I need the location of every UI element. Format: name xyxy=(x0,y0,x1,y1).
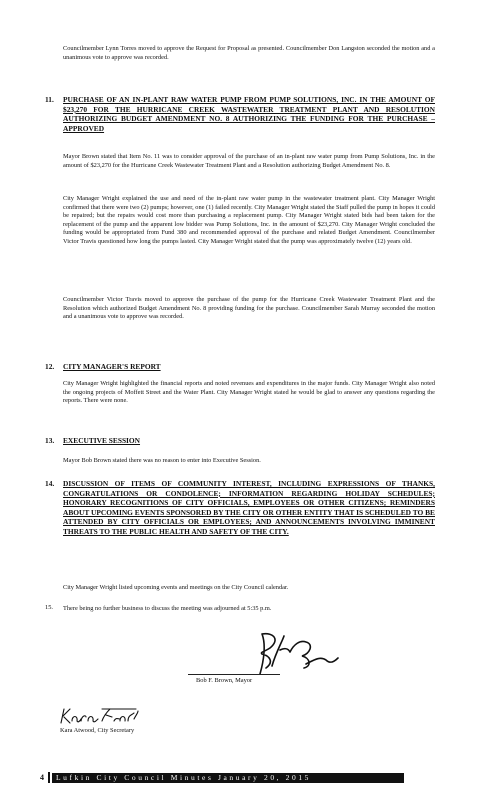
item-number: 14. xyxy=(45,479,55,488)
item-paragraph: Councilmember Victor Travis moved to approve the purchase of the pump for the Hurricane Creek Wastewater Treatment Plant and the Resolution which authorized Budget Amendment No. 8 providing funding for the purchase. Councilmember Sarah Murray seconded the motion and a unanimous vote to approve was recorded. xyxy=(63,296,435,321)
item-heading: CITY MANAGER'S REPORT xyxy=(63,362,161,371)
item-paragraph: City Manager Wright explained the use and need of the in-plant raw water pump in the wastewater treatment plant. City Manager Wright confirmed that there were two (2) pumps; however, one (1) failed recently. City Manager Wright stated the Staff pulled the pump in hopes it could be repaired; but the repairs would cost more than purchasing a replacement pump. City Manager Wright stated bids had been taken for the replacement of the pump and the apparent low bidder was Pump Solutions, Inc. in the amount of $23,270. City Manager Wright concluded the funding would be appropriated from Fund 380 and recommended approval of the purchase and related Budget Amendment. Councilmember Victor Travis questioned how long the pumps lasted. City Manager Wright stated that the pump was approximately twelve (12) years old. xyxy=(63,195,435,245)
footer-banner: Lufkin City Council Minutes January 20, 2015 xyxy=(52,773,404,783)
footer-divider xyxy=(48,772,50,783)
item-paragraph: City Manager Wright highlighted the financial reports and noted revenues and expenditures in the major funds. City Manager Wright also noted the ongoing projects of Moffett Street and the Water Plant. City Manager Wright stated he would be glad to answer any questions regarding the reports. There were none. xyxy=(63,380,435,405)
item-paragraph: Mayor Brown stated that Item No. 11 was to consider approval of the purchase of an in-plant raw water pump from Pump Solutions, Inc. in the amount of $23,270 for the Hurricane Creek Wastewater Treatment Plant and a Resolution authorizing Budget Amendment No. 8. xyxy=(63,153,435,169)
item-paragraph: Mayor Bob Brown stated there was no reason to enter into Executive Session. xyxy=(63,457,261,464)
secretary-signature-label: Kara Atwood, City Secretary xyxy=(60,727,135,734)
page-footer xyxy=(40,773,450,783)
item-number: 13. xyxy=(45,436,55,445)
item-number: 11. xyxy=(45,95,54,104)
item-paragraph: City Manager Wright listed upcoming events and meetings on the City Council calendar. xyxy=(63,584,289,591)
item-heading: DISCUSSION OF ITEMS OF COMMUNITY INTEREST, INCLUDING EXPRESSIONS OF THANKS, CONGRATULATIONS OR CONDOLENCE; INFORMATION REGARDING HOLIDAY SCHEDULES; HONORARY RECOGNITIONS OF CITY OFFICIALS, EMPLOYEES OR OTHER CITIZENS; REMINDERS ABOUT UPCOMING EVENTS SPONSORED BY THE CITY OR OTHER ENTITY THAT IS SCHEDULED TO BE ATTENDED BY CITY OFFICIALS OR EMPLOYEES; AND ANNOUNCEMENTS INVOLVING IMMINENT THREATS TO THE PUBLIC HEALTH AND SAFETY OF THE CITY. xyxy=(63,479,435,536)
mayor-signature-label: Bob F. Brown, Mayor xyxy=(196,677,253,684)
item-paragraph: There being no further business to discuss the meeting was adjourned at 5:35 p.m. xyxy=(63,605,272,612)
item-number: 12. xyxy=(45,362,55,371)
intro-paragraph: Councilmember Lynn Torres moved to approve the Request for Proposal as presented. Councilmember Don Langston seconded the motion and a unanimous vote to approve was recorded. xyxy=(63,45,435,61)
item-number: 15. xyxy=(45,604,53,611)
page-number: 4 xyxy=(40,773,44,782)
secretary-signature-image xyxy=(58,705,140,727)
mayor-signature-image xyxy=(240,630,344,678)
item-heading: PURCHASE OF AN IN-PLANT RAW WATER PUMP FROM PUMP SOLUTIONS, INC. IN THE AMOUNT OF $23,270 FOR THE HURRICANE CREEK WASTEWATER TREATMENT PLANT AND RESOLUTION AUTHORIZING BUDGET AMENDMENT NO. 8 AUTHORIZING THE FUNDING FOR THE PURCHASE – APPROVED xyxy=(63,95,435,133)
item-heading: EXECUTIVE SESSION xyxy=(63,436,141,445)
mayor-signature-line xyxy=(188,674,280,675)
